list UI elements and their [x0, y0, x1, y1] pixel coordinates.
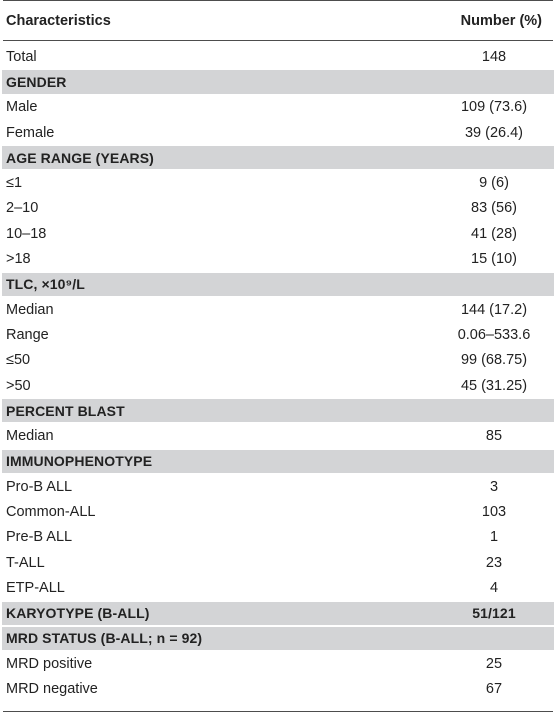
row-value: 0.06–533.6 — [457, 326, 531, 343]
table-row — [2, 651, 554, 676]
header-number-percent: Number (%) — [460, 12, 542, 29]
section-header-row — [2, 272, 554, 297]
section-header-row — [2, 145, 554, 170]
table-row — [2, 170, 554, 195]
header-characteristics: Characteristics — [6, 12, 111, 29]
table-row — [2, 246, 554, 271]
row-label: Pro-B ALL — [6, 478, 73, 495]
row-value: 83 (56) — [471, 200, 517, 217]
table-row — [2, 373, 554, 398]
row-value: 144 (17.2) — [460, 301, 528, 318]
row-value: 148 — [481, 48, 507, 65]
section-label: AGE RANGE (YEARS) — [6, 149, 154, 166]
header-rule — [3, 40, 553, 41]
table-row — [2, 676, 554, 701]
table-row — [2, 575, 554, 600]
row-value: 45 (31.25) — [460, 377, 528, 394]
row-value: 103 — [481, 503, 507, 520]
section-header-row — [2, 69, 554, 94]
row-value: 39 (26.4) — [464, 124, 524, 141]
row-label: Total — [6, 48, 37, 65]
row-label: ETP-ALL — [6, 579, 65, 596]
section-label: MRD STATUS (B-ALL; n = 92) — [6, 630, 203, 647]
row-value: 4 — [489, 579, 499, 596]
section-label: TLC, ×10⁹/L — [6, 276, 85, 293]
table-row — [2, 322, 554, 347]
row-value: 25 — [485, 655, 503, 672]
row-value: 99 (68.75) — [460, 352, 528, 369]
row-value: 85 — [485, 428, 503, 445]
section-header-row — [2, 449, 554, 474]
row-value: 67 — [485, 681, 503, 698]
table-row — [2, 423, 554, 448]
row-value: 9 (6) — [479, 175, 509, 192]
section-label: KARYOTYPE (B-ALL) — [6, 605, 150, 622]
table-row — [2, 120, 554, 145]
row-label: ≤50 — [6, 352, 31, 369]
row-label: Pre-B ALL — [6, 529, 73, 546]
section-label: GENDER — [6, 73, 67, 90]
table-row — [2, 297, 554, 322]
row-value: 109 (73.6) — [460, 99, 528, 116]
row-label: T-ALL — [6, 554, 45, 571]
row-label: 10–18 — [6, 225, 47, 242]
table-row — [2, 221, 554, 246]
table-row — [2, 196, 554, 221]
table-row — [2, 95, 554, 120]
section-header-row — [2, 398, 554, 423]
table-row — [2, 474, 554, 499]
table-row — [2, 44, 554, 69]
row-value: 41 (28) — [471, 225, 517, 242]
row-label: MRD negative — [6, 681, 98, 698]
table-row — [2, 348, 554, 373]
table-header — [2, 1, 554, 40]
table-body — [2, 44, 554, 702]
row-label: Range — [6, 326, 49, 343]
row-label: Common-ALL — [6, 503, 96, 520]
table-row — [2, 499, 554, 524]
section-label: IMMUNOPHENOTYPE — [6, 453, 153, 470]
section-label: PERCENT BLAST — [6, 402, 125, 419]
row-label: Female — [6, 124, 55, 141]
section-header-row — [2, 626, 554, 651]
row-label: Male — [6, 99, 38, 116]
row-label: >50 — [6, 377, 31, 394]
row-value: 1 — [489, 529, 499, 546]
row-label: Median — [6, 301, 54, 318]
table-row — [2, 525, 554, 550]
bottom-rule — [3, 711, 553, 712]
row-value: 3 — [489, 478, 499, 495]
row-value: 23 — [485, 554, 503, 571]
section-header-row — [2, 601, 554, 626]
table-row — [2, 550, 554, 575]
row-label: MRD positive — [6, 655, 93, 672]
row-value: 51/121 — [472, 605, 516, 622]
row-label: 2–10 — [6, 200, 39, 217]
row-label: ≤1 — [6, 175, 23, 192]
row-value: 15 (10) — [471, 251, 517, 268]
row-label: >18 — [6, 251, 31, 268]
row-label: Median — [6, 428, 54, 445]
